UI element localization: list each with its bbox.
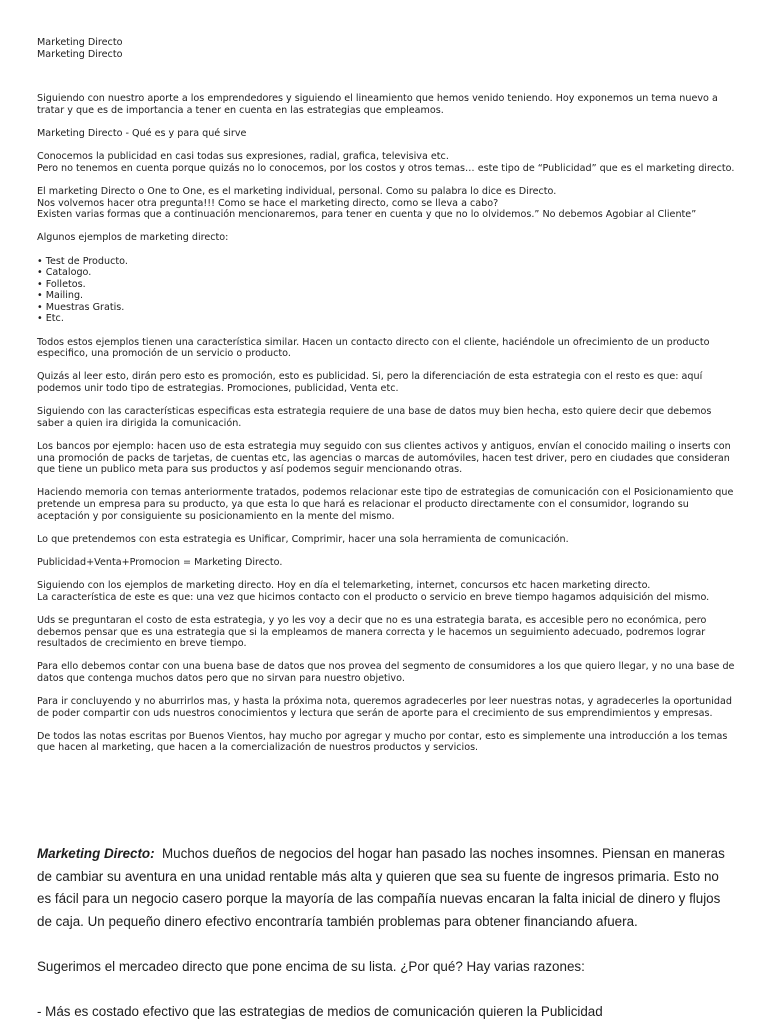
paragraph (37, 580, 737, 603)
article-body (37, 37, 737, 766)
intro-paragraph: Siguiendo con nuestro aporte a los emprendedores y siguiendo el lineamiento que hemos venido teniendo. Hoy exponemos un tema nuevo a tratar y que es de importancia a tener en cuenta en las estrategias que empleamos. (37, 93, 718, 116)
paragraph: Uds se preguntaran el costo de esta estrategia, y yo les voy a decir que no es una estrategia barata, es accesible pero no económica, pero debemos pensar que es una estrategia que si la empleamos de manera correcta y le hacemos un seguimiento adecuado, podremos lograr resultados de crecimiento en breve tiempo. (37, 614, 707, 650)
paragraph-text: Muchos dueños de negocios del hogar han pasado las noches insomnes. Piensan en maneras de cambiar su aventura en una unidad rentable más alta y quieren que sea su fuente de ingresos primaria. Esto no es fácil para un negocio casero porque la mayoría de las compañía nuevas encaran la falta inicial de dinero y flujos de caja. Un pequeño dinero efectivo encontraría también problemas para obtener financiando afuera. (37, 846, 725, 929)
list-item: • Catalogo. (37, 267, 737, 279)
list-item: • Mailing. (37, 290, 737, 302)
second-section-paragraph (37, 843, 727, 933)
paragraph: Haciendo memoria con temas anteriormente tratados, podemos relacionar este tipo de estrategias de comunicación con el Posicionamiento que pretende un empresa para su producto, ya que esta lo que hará es relacionar el producto directamente con el consumidor, logrando su aceptación y por consiguiente su posicionamiento en la mente del mismo. (37, 487, 734, 522)
list-item: • Test de Producto. (37, 256, 737, 268)
list-item: • Folletos. (37, 279, 737, 291)
paragraph-line: Pero no tenemos en cuenta porque quizás no lo conocemos, por los costos y otros temas… este tipo de “Publicidad” que es el marketing directo. (37, 162, 735, 174)
paragraph-publicidad (37, 151, 737, 174)
paragraph: Siguiendo con las características especificas esta estrategia requiere de una base de datos muy bien hecha, esto quiere decir que debemos saber a quien ira dirigida la comunicación. (37, 406, 712, 429)
paragraph-line: Siguiendo con los ejemplos de marketing directo. Hoy en día el telemarketing, internet, concursos etc hacen marketing directo. (37, 580, 651, 592)
paragraph: Para ello debemos contar con una buena base de datos que nos provea del segmento de consumidores a los que quiero llegar, y no una base de datos que contenga muchos datos pero que no sirvan para nuestro objetivo. (37, 661, 735, 684)
examples-heading: Algunos ejemplos de marketing directo: (37, 232, 229, 244)
paragraph: Para ir concluyendo y no aburrirlos mas, y hasta la próxima nota, queremos agradecerles por leer nuestras notas, y agradecerles la oportunidad de poder compartir con uds nuestros conocimientos y lectura que serán de aporte para el crecimiento de sus emprendimientos y empresas. (37, 696, 732, 719)
paragraph-line: Existen varias formas que a continuación mencionaremos, para tener en cuenta y que no lo olvidemos.” No debemos Agobiar al Cliente” (37, 209, 697, 221)
paragraph-line: Conocemos la publicidad en casi todas sus expresiones, radial, grafica, televisiva etc. (37, 151, 449, 163)
paragraph: Todos estos ejemplos tienen una característica similar. Hacen un contacto directo con el cliente, haciéndole un ofrecimiento de un producto especifico, una promoción de un servicio o producto. (37, 336, 710, 360)
document-title-line-2: Marketing Directo (37, 48, 123, 60)
paragraph: Lo que pretendemos con esta estrategia es Unificar, Comprimir, hacer una sola herramienta de comunicación. (37, 533, 569, 545)
paragraph-one-to-one (37, 186, 737, 221)
paragraph: De todos las notas escritas por Buenos Vientos, hay mucho por agregar y mucho por contar, esto es simplemente una introducción a los temas que hacen al marketing, que hacen a la comercialización de nuestros productos y servicios. (37, 730, 728, 754)
paragraph-line: El marketing Directo o One to One, es el marketing individual, personal. Como su palabra lo dice es Directo. (37, 185, 557, 197)
formula-line: Publicidad+Venta+Promocion = Marketing Directo. (37, 556, 283, 568)
document-title-line-1: Marketing Directo (37, 37, 123, 48)
paragraph-line: Nos volvemos hacer otra pregunta!!! Como se hace el marketing directo, como se lleva a cabo? (37, 197, 499, 209)
paragraph: Los bancos por ejemplo: hacen uso de esta estrategia muy seguido con sus clientes activos y antiguos, envían el conocido mailing o inserts con una promoción de packs de tarjetas, de cuentas etc, las agencias o marcas de automóviles, hacen test driver, pero en ciudades que consideran que tiene un publico meta para sus productos y así podemos seguir mencionando otras. (37, 441, 731, 476)
list-item: • Muestras Gratis. (37, 302, 737, 314)
examples-list (37, 256, 737, 326)
second-section (37, 843, 727, 1024)
article-subtitle: Marketing Directo - Qué es y para qué sirve (37, 127, 247, 139)
spacer (37, 60, 737, 93)
second-section-paragraph: - Más es costado efectivo que las estrategias de medios de comunicación quieren la Publicidad (37, 1004, 603, 1020)
list-item: • Etc. (37, 313, 737, 325)
section-lead: Marketing Directo: (37, 846, 155, 861)
paragraph: Quizás al leer esto, dirán pero esto es promoción, esto es publicidad. Si, pero la diferenciación de esta estrategia con el resto es que: aquí podemos unir todo tipo de estrategias. Promociones, publicidad, Venta etc. (37, 371, 703, 395)
paragraph-line: La característica de este es que: una vez que hicimos contacto con el producto o servicio en breve tiempo hagamos adquisición del mismo. (37, 591, 710, 603)
second-section-paragraph: Sugerimos el mercadeo directo que pone encima de su lista. ¿Por qué? Hay varias razones: (37, 958, 585, 974)
